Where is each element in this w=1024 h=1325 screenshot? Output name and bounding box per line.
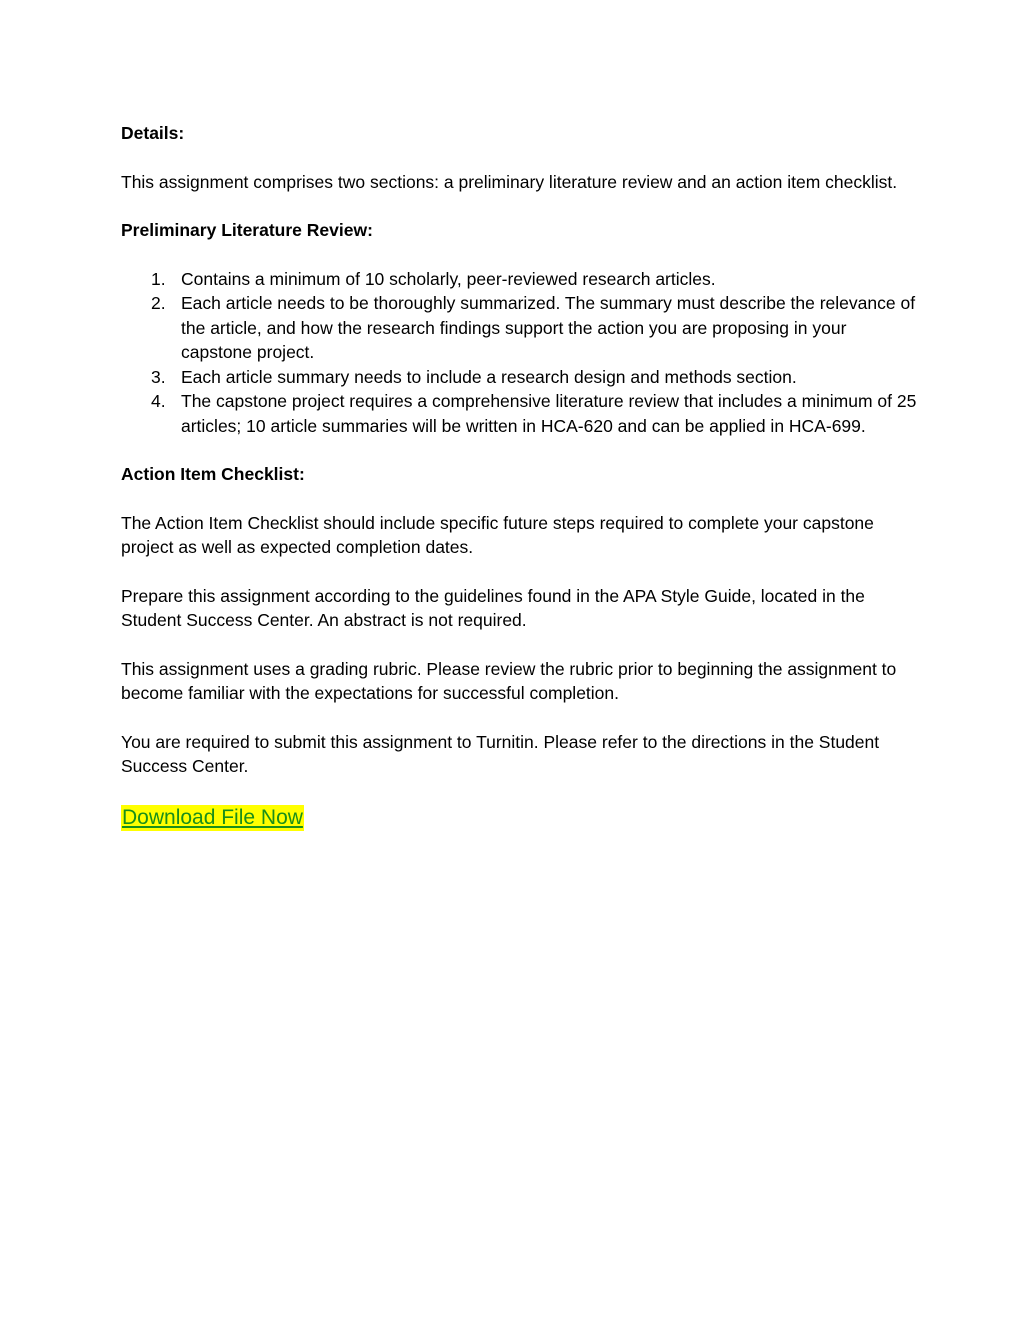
rubric-paragraph: This assignment uses a grading rubric. Please review the rubric prior to beginning the assignment to become familiar with the expectations for successful completion. <box>121 658 897 703</box>
details-heading: Details: <box>121 123 185 143</box>
list-item <box>121 365 921 390</box>
apa-paragraph: Prepare this assignment according to the guidelines found in the APA Style Guide, located in the Student Success Center. An abstract is not required. <box>121 585 865 630</box>
list-item <box>121 389 921 438</box>
download-file-link[interactable]: Download File Now <box>122 805 303 829</box>
checklist-heading: Action Item Checklist: <box>121 464 305 484</box>
list-item <box>121 291 921 365</box>
checklist-paragraph: The Action Item Checklist should include specific future steps required to complete your capstone project as well as expected completion dates. <box>121 512 874 557</box>
list-item <box>121 267 921 292</box>
list-item-text: Contains a minimum of 10 scholarly, peer-reviewed research articles. <box>181 268 716 289</box>
list-number: 2. <box>151 293 166 313</box>
list-item-text: Each article summary needs to include a research design and methods section. <box>181 366 797 387</box>
lit-review-list <box>121 267 921 439</box>
intro-paragraph: This assignment comprises two sections: a preliminary literature review and an action item checklist. <box>121 171 898 192</box>
document-page <box>121 121 921 831</box>
list-number: 3. <box>151 366 166 387</box>
list-number: 4. <box>151 391 166 411</box>
list-item-text: The capstone project requires a comprehensive literature review that includes a minimum of 25 articles; 10 article summaries will be written in HCA-620 and can be applied in HCA-699. <box>181 391 917 436</box>
list-item-text: Each article needs to be thoroughly summarized. The summary must describe the relevance of the article, and how the research findings support the action you are proposing in your capstone project. <box>181 293 916 362</box>
turnitin-paragraph: You are required to submit this assignment to Turnitin. Please refer to the directions in the Student Success Center. <box>121 731 880 776</box>
list-number: 1. <box>151 268 166 289</box>
lit-review-heading: Preliminary Literature Review: <box>121 220 373 240</box>
